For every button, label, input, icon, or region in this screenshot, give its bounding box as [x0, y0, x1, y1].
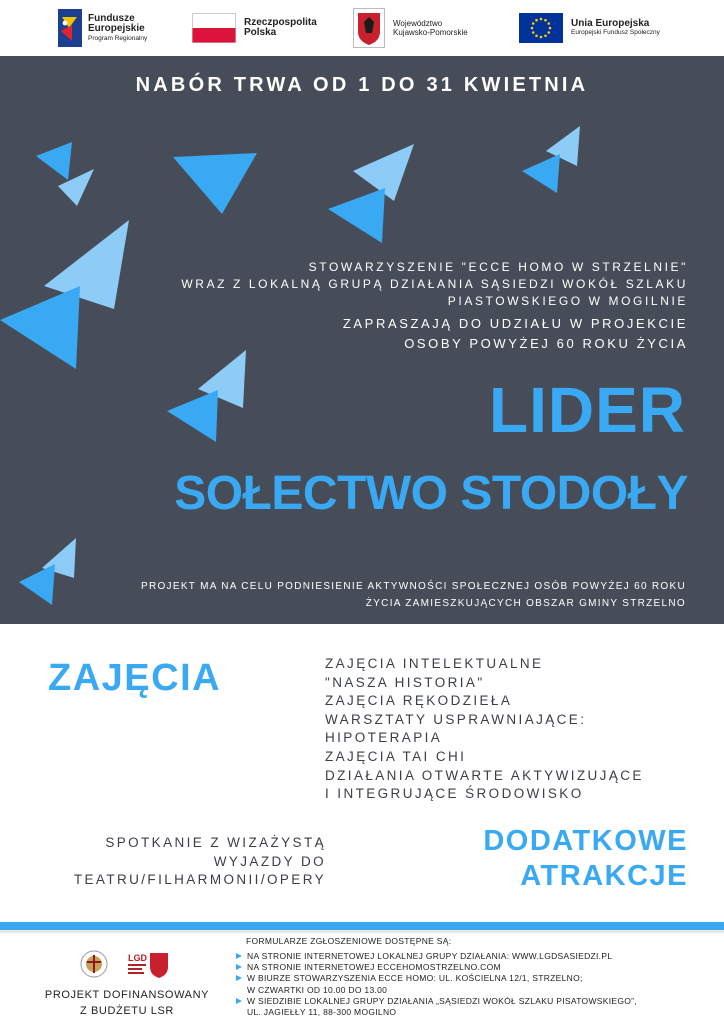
triangle-bullet-icon: [236, 964, 242, 970]
fundusze-line3: Program Regionalny: [88, 34, 148, 42]
unia-line1: Unia Europejska: [571, 17, 650, 29]
triangle-decoration: [0, 286, 80, 369]
classes-heading: ZAJĘCIA: [48, 657, 222, 699]
triangle-decoration: [173, 153, 257, 214]
triangle-bullet-icon: [236, 953, 242, 959]
triangle-decoration: [36, 142, 72, 180]
organizer-line: PIASTOWSKIEGO W MOGILNIE: [447, 294, 688, 308]
triangle-bullet-icon: [236, 998, 242, 1004]
forms-location-text: W SIEDZIBIE LOKALNEJ GRUPY DZIAŁANIA „SĄSIEDZI WOKÓŁ SZLAKU PISATOWSKIEGO”,: [247, 995, 637, 1006]
extras-list: [74, 834, 326, 890]
logo-bar: [0, 0, 724, 56]
funding-line: Z BUDŻETU LSR: [80, 1005, 174, 1017]
class-item: ZAJĘCIA TAI CHI: [325, 748, 467, 764]
organizer-line: WRAZ Z LOKALNĄ GRUPĄ DZIAŁANIA SĄSIEDZI WOKÓŁ SZLAKU: [181, 277, 688, 291]
project-purpose: [141, 578, 686, 612]
footer-logos: [78, 949, 170, 979]
forms-locations-list: [236, 951, 637, 1018]
fundusze-flag-icon: [58, 9, 82, 47]
purpose-line: ŻYCIA ZAMIESZKUJĄCYCH OBSZAR GMINY STRZELNO: [365, 598, 686, 609]
forms-location-item: [236, 951, 637, 962]
organizer-text: [181, 259, 688, 310]
unia-line2: Europejski Fundusz Społeczny: [571, 29, 660, 37]
forms-location-item: [236, 962, 637, 973]
funding-line: PROJEKT DOFINANSOWANY: [44, 989, 210, 1001]
triangle-decoration: [328, 188, 385, 243]
invitation-line: ZAPRASZAJĄ DO UDZIAŁU W PROJEKCIE: [342, 316, 688, 331]
extra-item: WYJAZDY DO: [213, 853, 326, 869]
extra-item: SPOTKANIE Z WIZAŻYSTĄ: [105, 835, 326, 850]
triangle-decoration: [44, 220, 129, 309]
rzeczpospolita-line2: Polska: [244, 27, 277, 38]
class-item: I INTEGRUJĄCE ŚRODOWISKO: [325, 786, 584, 802]
wojewodztwo-line2: Kujawsko-Pomorskie: [393, 28, 468, 37]
project-subtitle: SOŁECTWO STODOŁY: [174, 467, 688, 520]
extras-heading: [483, 824, 688, 894]
extras-heading-line: DODATKOWE: [483, 825, 688, 857]
extras-heading-line: ATRAKCJE: [520, 860, 688, 892]
coat-of-arms-icon: [353, 8, 385, 48]
purpose-line: PROJEKT MA NA CELU PODNIESIENIE AKTYWNOŚCI SPOŁECZNEJ OSÓB POWYŻEJ 60 ROKU: [140, 581, 686, 592]
fundusze-line1: Fundusze: [88, 12, 135, 24]
funding-note: [36, 987, 218, 1019]
fundusze-line2: Europejskie: [88, 23, 145, 35]
forms-location-text: W CZWARTKI OD 10.00 DO 13.00: [247, 984, 388, 995]
forms-heading: FORMULARZE ZGŁOSZENIOWE DOSTĘPNE SĄ:: [246, 936, 452, 946]
class-item: ZAJĘCIA INTELEKTUALNE: [325, 656, 544, 671]
forms-location-text: NA STRONIE INTERNETOWEJ LOKALNEJ GRUPY DZIAŁANIA: WWW.LGDSASIEDZI.PL: [247, 951, 613, 961]
class-item: ZAJĘCIA RĘKODZIEŁA: [325, 693, 513, 709]
rzeczpospolita-logo: [192, 8, 317, 48]
triangle-decoration: [522, 154, 560, 193]
rzeczpospolita-line1: Rzeczpospolita: [244, 16, 317, 28]
class-item: "NASZA HISTORIA": [325, 674, 485, 690]
forms-location-item: [236, 973, 637, 984]
forms-location-text: W BIURZE STOWARZYSZENIA ECCE HOMO: UL. KOŚCIELNA 12/1, STRZELNO;: [247, 973, 583, 984]
classes-list: [325, 655, 644, 804]
triangle-bullet-icon: [236, 975, 242, 981]
polish-flag-icon: [192, 13, 236, 43]
forms-location-continuation: [236, 985, 637, 996]
lgd-logo: [128, 953, 168, 978]
lgd-logo-text: LGD: [128, 953, 147, 963]
ecce-homo-logo: [81, 951, 107, 977]
footer-divider: [0, 922, 724, 930]
class-item: WARSZTATY USPRAWNIAJĄCE:: [325, 711, 587, 727]
triangle-decoration: [167, 390, 218, 442]
footer-divider-shadow: [0, 930, 724, 933]
extra-item: TEATRU/FILHARMONII/OPERY: [73, 872, 326, 888]
eu-flag-icon: [519, 13, 563, 43]
invitation-line: OSOBY POWYŻEJ 60 ROKU ŻYCIA: [404, 336, 688, 351]
project-title: LIDER: [489, 374, 686, 446]
forms-location-continuation: [236, 1007, 637, 1018]
triangle-decoration: [19, 564, 55, 605]
forms-location-text: UL. JAGIEŁŁY 11, 88-300 MOGILNO: [247, 1007, 397, 1018]
forms-location-text: NA STRONIE INTERNETOWEJ ECCEHOMOSTRZELNO.COM: [247, 962, 501, 973]
invitation-text: [343, 314, 688, 354]
class-item: HIPOTERAPIA: [325, 730, 443, 746]
organizer-line: STOWARZYSZENIE "ECCE HOMO W STRZELNIE": [308, 260, 688, 274]
wojewodztwo-line1: Województwo: [393, 18, 443, 28]
forms-location-item: [236, 996, 637, 1007]
recruitment-headline: NABÓR TRWA OD 1 DO 31 KWIETNIA: [135, 74, 589, 96]
unia-europejska-logo: [519, 8, 660, 48]
wojewodztwo-logo: [353, 8, 468, 48]
class-item: DZIAŁANIA OTWARTE AKTYWIZUJĄCE: [325, 767, 644, 783]
fundusze-europejskie-logo: [58, 8, 147, 48]
